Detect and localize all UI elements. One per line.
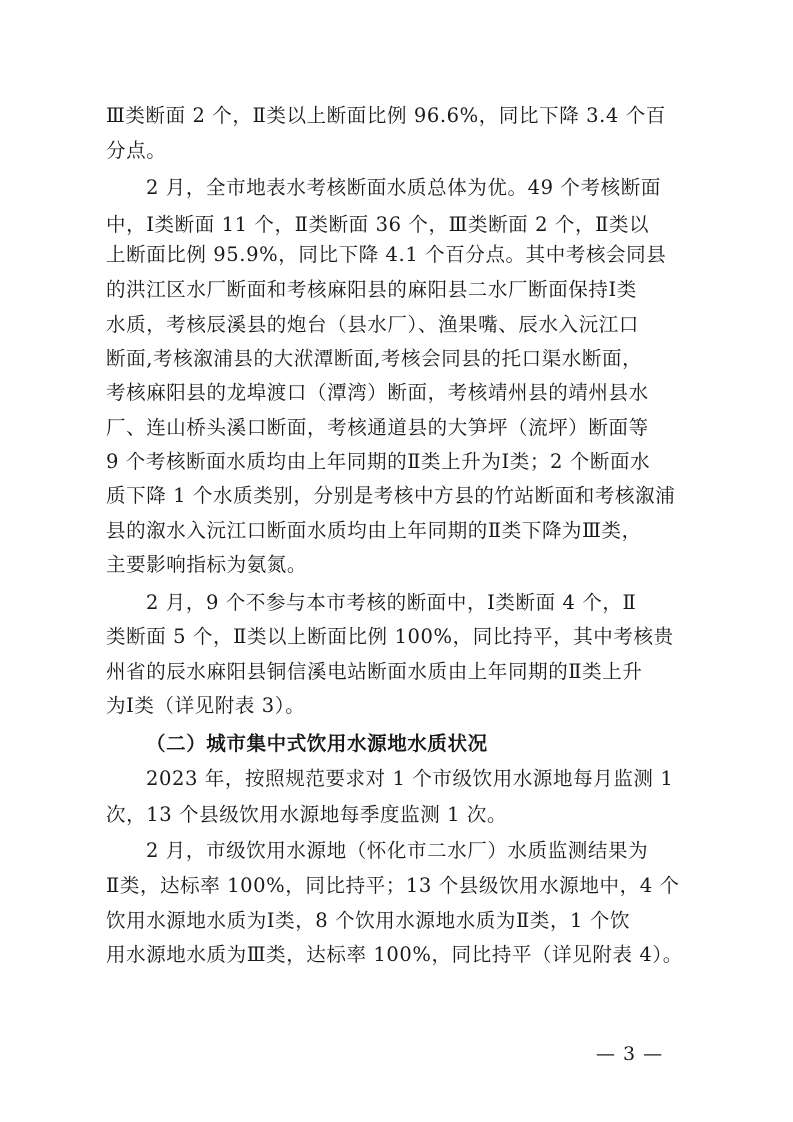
paragraph-line: 考核麻阳县的龙埠渡口（潭湾）断面，考核靖州县的靖州县水 <box>106 381 649 404</box>
page-number: — 3 — <box>596 1043 664 1065</box>
paragraph-line: 上断面比例 95.9%，同比下降 4.1 个百分点。其中考核会同县 <box>106 243 667 266</box>
paragraph-line: 主要影响指标为氨氮。 <box>106 553 308 576</box>
paragraph-line: 类断面 5 个，Ⅱ类以上断面比例 100%，同比持平，其中考核贵 <box>106 625 674 648</box>
paragraph-line: 州省的辰水麻阳县铜信溪电站断面水质由上年同期的Ⅱ类上升 <box>106 660 643 683</box>
paragraph-line: 县的溆水入沅江口断面水质均由上年同期的Ⅱ类下降为Ⅲ类， <box>106 519 642 542</box>
paragraph-line: 2 月，市级饮用水源地（怀化市二水厂）水质监测结果为 <box>146 839 649 862</box>
paragraph-line: 厂、连山桥头溪口断面，考核通道县的大笋坪（流坪）断面等 <box>106 416 649 439</box>
paragraph-line: Ⅲ类断面 2 个，Ⅱ类以上断面比例 96.6%，同比下降 3.4 个百 <box>106 104 666 127</box>
paragraph-line: 次，13 个县级饮用水源地每季度监测 1 次。 <box>106 803 508 826</box>
paragraph-line: 2 月，全市地表水考核断面水质总体为优。49 个考核断面 <box>146 176 661 199</box>
paragraph-line: 断面,考核溆浦县的大洑潭断面,考核会同县的托口渠水断面， <box>106 347 643 370</box>
paragraph-line: 水质，考核辰溪县的炮台（县水厂）、渔果嘴、辰水入沅江口 <box>106 313 639 336</box>
paragraph-line: 2 月，9 个不参与本市考核的断面中，Ⅰ类断面 4 个，Ⅱ <box>146 591 637 614</box>
paragraph-line: 中，Ⅰ类断面 11 个，Ⅱ类断面 36 个，Ⅲ类断面 2 个，Ⅱ类以 <box>106 213 650 236</box>
paragraph-line: 的洪江区水厂断面和考核麻阳县的麻阳县二水厂断面保持Ⅰ类 <box>106 278 637 301</box>
section-heading: （二）城市集中式饮用水源地水质状况 <box>146 732 488 755</box>
paragraph-line: 质下降 1 个水质类别，分别是考核中方县的竹站断面和考核溆浦 <box>106 484 676 507</box>
paragraph-line: 饮用水源地水质为Ⅰ类，8 个饮用水源地水质为Ⅱ类，1 个饮 <box>106 909 631 932</box>
paragraph-line: 用水源地水质为Ⅲ类，达标率 100%，同比持平（详见附表 4）。 <box>106 943 683 966</box>
paragraph-line: 为Ⅰ类（详见附表 3）。 <box>106 694 306 717</box>
paragraph-line: 2023 年，按照规范要求对 1 个市级饮用水源地每月监测 1 <box>146 767 674 790</box>
paragraph-line: 9 个考核断面水质均由上年同期的Ⅱ类上升为Ⅰ类；2 个断面水 <box>106 450 651 473</box>
paragraph-line: Ⅱ类，达标率 100%，同比持平；13 个县级饮用水源地中，4 个 <box>106 874 680 897</box>
paragraph-line: 分点。 <box>106 139 167 162</box>
